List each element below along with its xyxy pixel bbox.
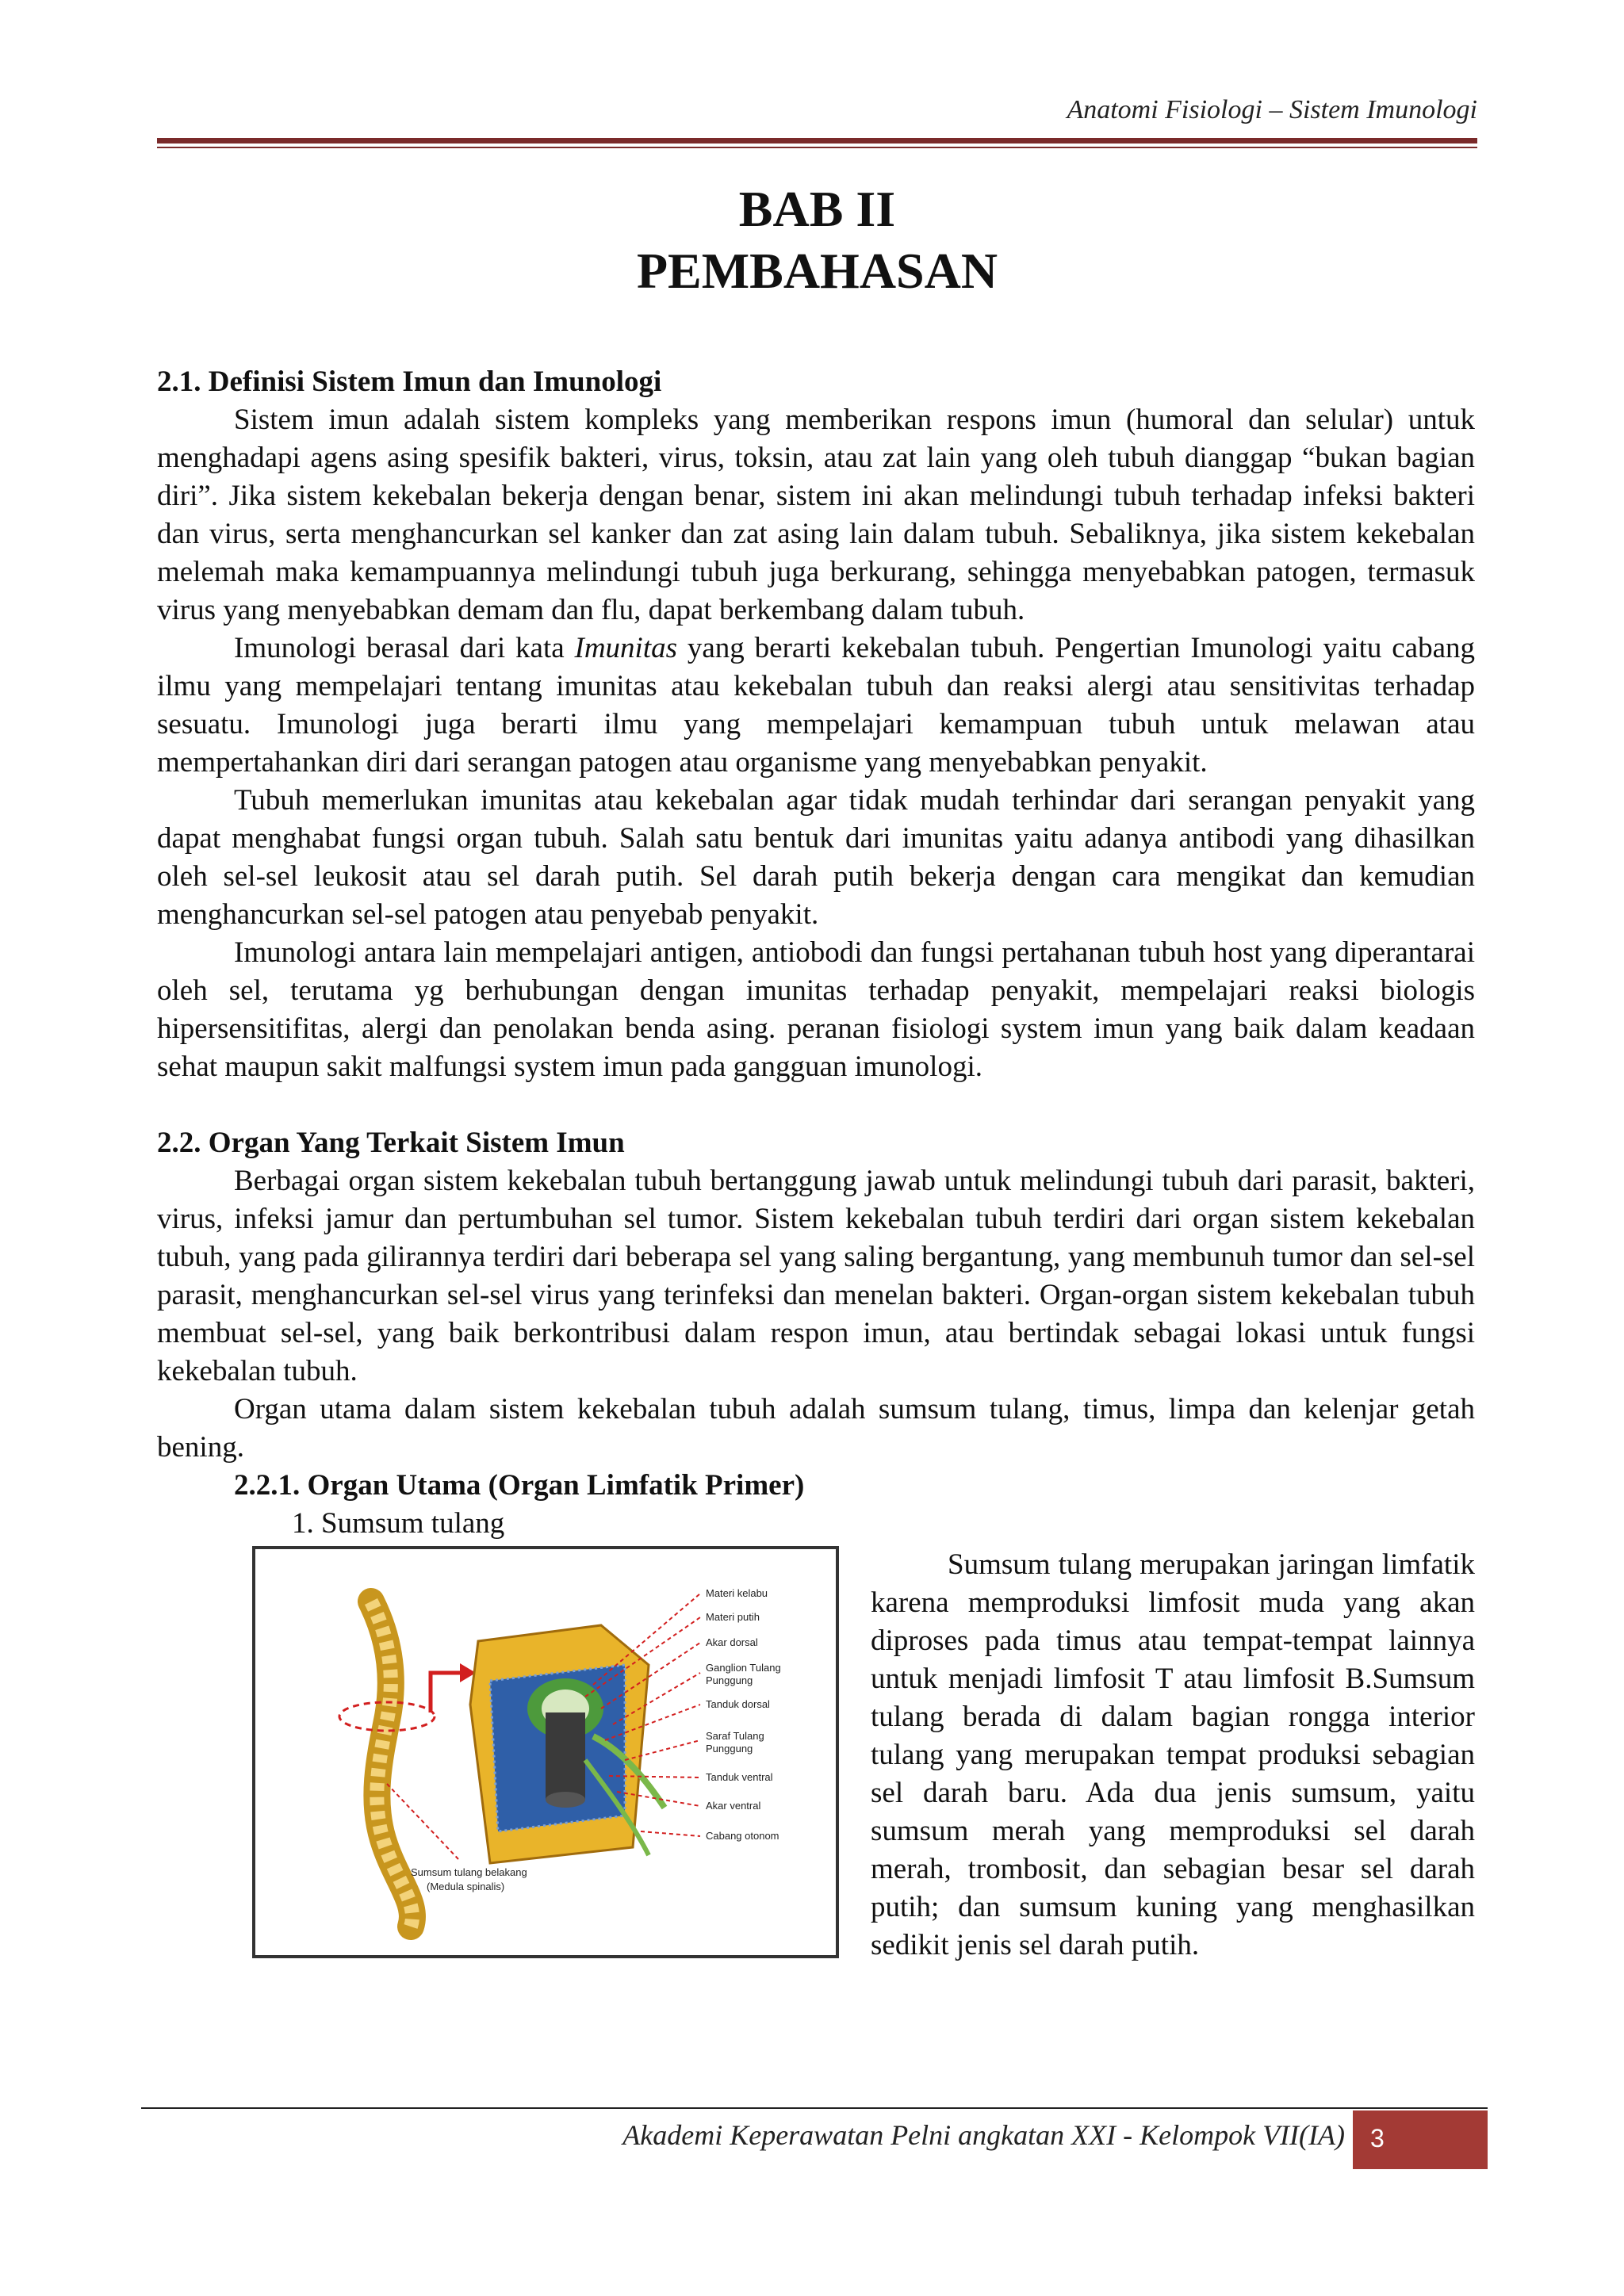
figure-label: Sumsum tulang belakang bbox=[411, 1866, 527, 1878]
page-number: 3 bbox=[1370, 2124, 1385, 2152]
paragraph: Imunologi antara lain mempelajari antigen, antiobodi dan fungsi pertahanan tubuh host yang diperantarai oleh sel, terutama yg berhubungan dengan imunitas terhadap penyakit, mempelajari reaksi biologis hipersensitifitas, alergi dan penolakan benda asing. peranan fisiologi system imun yang baik dalam keadaan sehat maupun sakit malfungsi system imun pada gangguan imunologi. bbox=[157, 936, 1475, 1083]
figure-label: Ganglion Tulang bbox=[706, 1662, 781, 1674]
section-heading-2-2: 2.2. Organ Yang Terkait Sistem Imun bbox=[157, 1127, 625, 1159]
figure-label: Materi kelabu bbox=[706, 1587, 768, 1599]
page-content bbox=[157, 363, 1475, 1965]
figure-label: Cabang otonom bbox=[706, 1830, 779, 1842]
list-item: 1. Sumsum tulang bbox=[292, 1507, 505, 1540]
chapter-number: BAB II bbox=[738, 181, 896, 237]
chapter-name: PEMBAHASAN bbox=[636, 243, 998, 299]
bone-marrow-description bbox=[871, 1546, 1475, 1965]
footer-text: Akademi Keperawatan Pelni angkatan XXI - Kelompok VII(IA) bbox=[622, 2119, 1345, 2151]
paragraph-text: Imunologi berasal dari kata bbox=[234, 632, 575, 664]
subsection-heading-2-2-1: 2.2.1. Organ Utama (Organ Limfatik Primer) bbox=[234, 1469, 805, 1502]
figure-label: Tanduk dorsal bbox=[706, 1698, 770, 1710]
page-number-box bbox=[1353, 2110, 1488, 2169]
figure-label: Saraf Tulang bbox=[706, 1730, 764, 1742]
figure-label: Punggung bbox=[706, 1743, 753, 1755]
header-rule-thin bbox=[157, 147, 1477, 148]
section-heading-2-1: 2.1. Definisi Sistem Imun dan Imunologi bbox=[157, 365, 662, 398]
paragraph-text: Sumsum tulang merupakan jaringan limfatik karena memproduksi limfosit muda yang akan diproses pada timus atau tempat-tempat lainnya untuk menjadi limfosit T atau limfosit B.Sumsum tulang berada di dalam bagian rongga interior tulang yang merupakan tempat produksi sebagian sel darah baru. Ada dua jenis sumsum, yaitu sumsum merah yang memproduksi sel darah merah, trombosit, dan sebagian besar sel darah putih; dan sumsum kuning yang menghasilkan sedikit jenis sel darah putih. bbox=[871, 1548, 1475, 1961]
paragraph: Berbagai organ sistem kekebalan tubuh bertanggung jawab untuk melindungi tubuh dari parasit, bakteri, virus, infeksi jamur dan pertumbuhan sel tumor. Sistem kekebalan tubuh terdiri dari organ sistem kekebalan tubuh, yang pada gilirannya terdiri dari beberapa sel yang saling bergantung, yang membunuh tumor dan sel-sel parasit, menghancurkan sel-sel virus yang terinfeksi dan menelan bakteri. Organ-organ sistem kekebalan tubuh membuat sel-sel, yang baik berkontribusi dalam respon imun, atau bertindak sebagai lokasi untuk fungsi kekebalan tubuh. bbox=[157, 1165, 1475, 1387]
paragraph: Tubuh memerlukan imunitas atau kekebalan agar tidak mudah terhindar dari serangan penyakit yang dapat menghabat fungsi organ tubuh. Salah satu bentuk dari imunitas yaitu adanya antibodi yang dihasilkan oleh sel-sel leukosit atau sel darah putih. Sel darah putih bekerja dengan cara mengikat dan kemudian menghancurkan sel-sel patogen atau penyebab penyakit. bbox=[157, 784, 1475, 931]
cross-section-illustration bbox=[470, 1625, 665, 1863]
paragraph-text: yang berarti kekebalan tubuh. Pengertian Imunologi yaitu cabang ilmu yang mempelajari tentang imunitas atau kekebalan tubuh dan reaksi alergi atau sensitivitas terhadap sesuatu. Imunologi juga berarti ilmu yang mempelajari kemampuan tubuh untuk melawan atau mempertahankan diri dari serangan patogen atau organisme yang menyebabkan penyakit. bbox=[157, 632, 1475, 779]
figure-label: Punggung bbox=[706, 1674, 753, 1686]
figure-label: Tanduk ventral bbox=[706, 1771, 773, 1783]
italic-term: Imunitas bbox=[574, 632, 678, 664]
running-header: Anatomi Fisiologi – Sistem Imunologi bbox=[1067, 95, 1477, 124]
chapter-title bbox=[157, 178, 1477, 302]
spinal-cord-figure bbox=[252, 1546, 839, 1958]
figure-label: Materi putih bbox=[706, 1611, 760, 1623]
paragraph bbox=[157, 629, 1475, 782]
figure-label: Akar dorsal bbox=[706, 1636, 758, 1648]
paragraph: Organ utama dalam sistem kekebalan tubuh adalah sumsum tulang, timus, limpa dan kelenjar getah bening. bbox=[157, 1393, 1475, 1464]
paragraph: Sistem imun adalah sistem kompleks yang memberikan respons imun (humoral dan selular) untuk menghadapi agens asing spesifik bakteri, virus, toksin, atau zat lain yang oleh tubuh dianggap “bukan bagian diri”. Jika sistem kekebalan bekerja dengan benar, sistem ini akan melindungi tubuh terhadap infeksi bakteri dan virus, serta menghancurkan sel kanker dan zat asing lain dalam tubuh. Sebaliknya, jika sistem kekebalan melemah maka kemampuannya melindungi tubuh juga berkurang, sehingga menyebabkan patogen, termasuk virus yang menyebabkan demam dan flu, dapat berkembang dalam tubuh. bbox=[157, 404, 1475, 626]
figure-label: (Medula spinalis) bbox=[427, 1881, 505, 1892]
figure-row bbox=[157, 1546, 1475, 1965]
header-rule bbox=[157, 138, 1477, 144]
figure-label: Akar ventral bbox=[706, 1800, 761, 1812]
footer-rule bbox=[141, 2107, 1488, 2109]
